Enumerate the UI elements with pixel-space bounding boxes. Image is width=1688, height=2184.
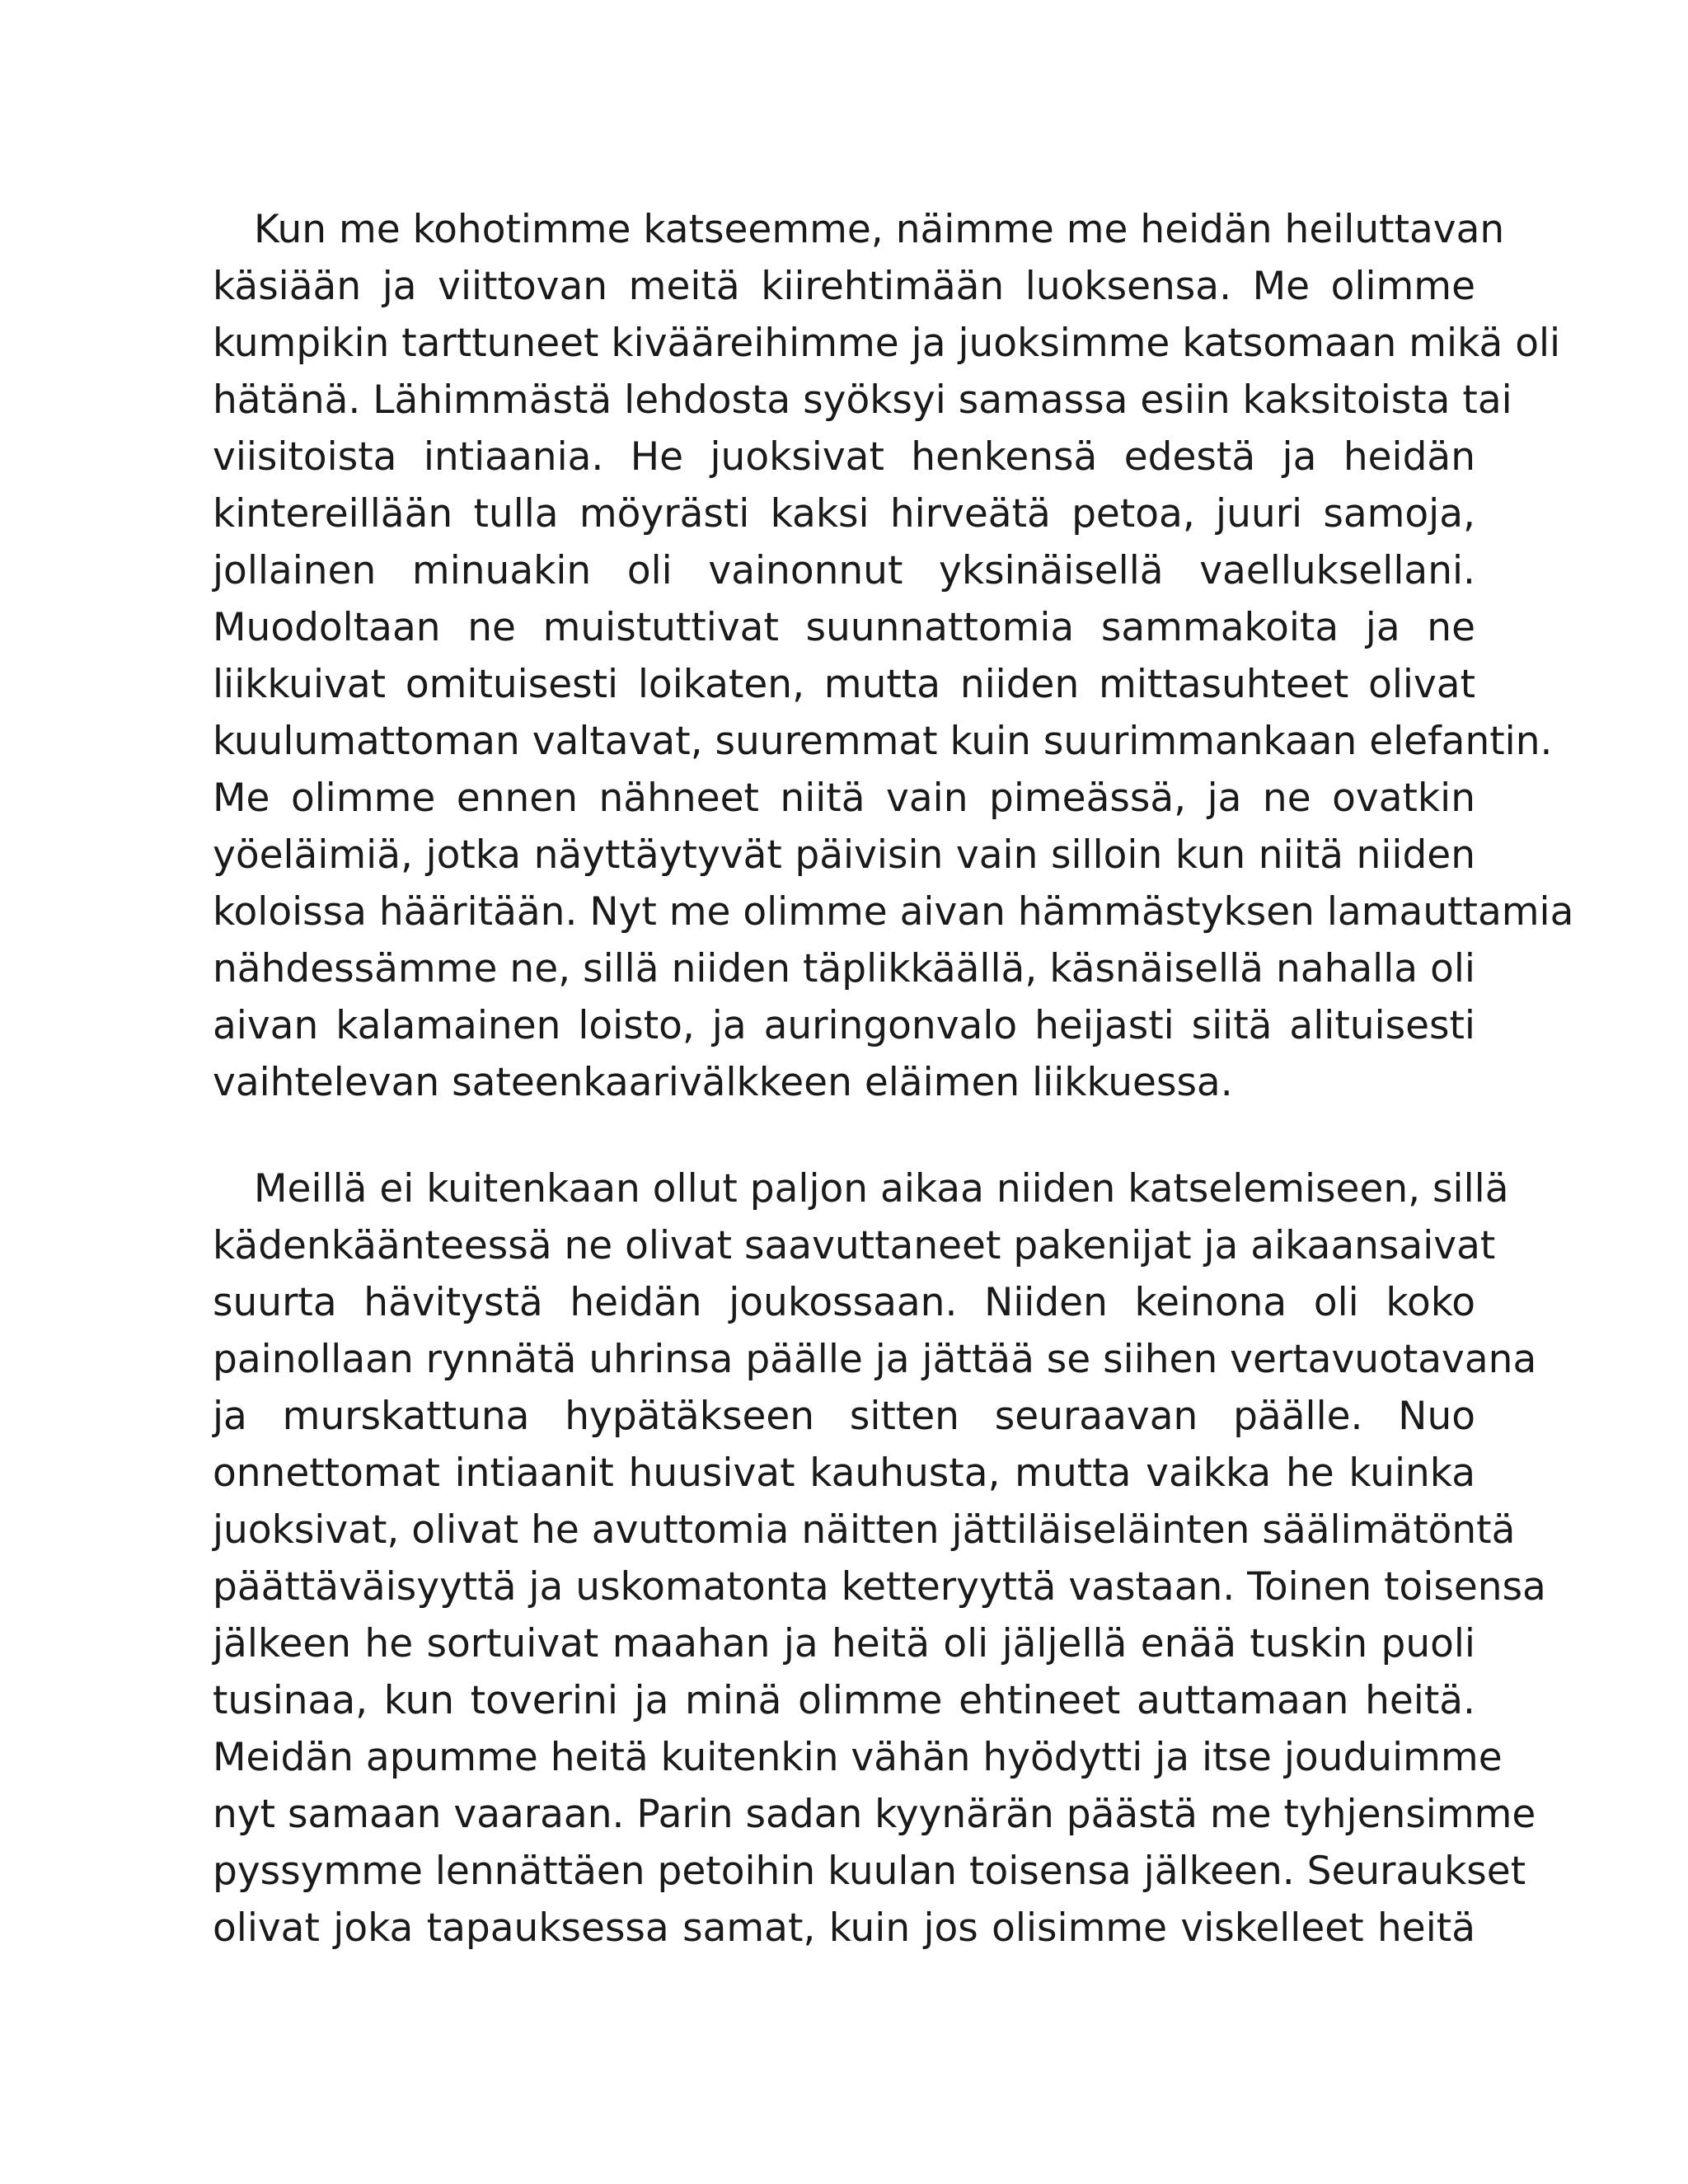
- paragraph-line: kädenkäänteessä ne olivat saavuttaneet pakenijat ja aikaansaivat: [213, 1223, 1496, 1268]
- paragraph-line: nyt samaan vaaraan. Parin sadan kyynärän päästä me tyhjensimme: [213, 1792, 1536, 1837]
- paragraph-line: jälkeen he sortuivat maahan ja heitä oli jäljellä enää tuskin puoli: [213, 1621, 1475, 1666]
- paragraph-line: kuulumattoman valtavat, suuremmat kuin suurimmankaan elefantin.: [213, 719, 1553, 764]
- paragraph-line: pyssymme lennättäen petoihin kuulan toisensa jälkeen. Seuraukset: [213, 1849, 1526, 1894]
- paragraph-line: hätänä. Lähimmästä lehdosta syöksyi samassa esiin kaksitoista tai: [213, 377, 1512, 423]
- paragraph-line: tusinaa, kun toverini ja minä olimme ehtineet auttamaan heitä.: [213, 1678, 1475, 1723]
- paragraph-1: [213, 201, 1574, 1111]
- paragraph-line: Me olimme ennen nähneet niitä vain pimeässä, ja ne ovatkin: [213, 776, 1475, 821]
- paragraph-2: [213, 1160, 1546, 1957]
- paragraph-line: yöeläimiä, jotka näyttäytyvät päivisin vain silloin kun niitä niiden: [213, 832, 1475, 878]
- paragraph-line: kumpikin tarttuneet kivääreihimme ja juoksimme katsomaan mikä oli: [213, 321, 1561, 366]
- paragraph-line: käsiään ja viittovan meitä kiirehtimään luoksensa. Me olimme: [213, 264, 1475, 309]
- paragraph-line: olivat joka tapauksessa samat, kuin jos olisimme viskelleet heitä: [213, 1905, 1475, 1951]
- paragraph-line: aivan kalamainen loisto, ja auringonvalo heijasti siitä alituisesti: [213, 1003, 1475, 1048]
- paragraph-line: ja murskattuna hypätäkseen sitten seuraavan päälle. Nuo: [213, 1394, 1475, 1439]
- paragraph-line: liikkuivat omituisesti loikaten, mutta niiden mittasuhteet olivat: [213, 662, 1475, 707]
- paragraph-line: kintereillään tulla möyrästi kaksi hirveätä petoa, juuri samoja,: [213, 491, 1475, 537]
- paragraph-line: suurta hävitystä heidän joukossaan. Niiden keinona oli koko: [213, 1280, 1475, 1325]
- paragraph-line: viisitoista intiaania. He juoksivat henkensä edestä ja heidän: [213, 434, 1475, 480]
- paragraph-line: onnettomat intiaanit huusivat kauhusta, mutta vaikka he kuinka: [213, 1451, 1475, 1496]
- paragraph-line: Kun me kohotimme katseemme, näimme me heidän heiluttavan: [254, 207, 1505, 252]
- paragraph-line: Meidän apumme heitä kuitenkin vähän hyödytti ja itse jouduimme: [213, 1735, 1503, 1780]
- paragraph-line: juoksivat, olivat he avuttomia näitten jättiläiseläinten säälimätöntä: [213, 1507, 1516, 1553]
- paragraph-line: painollaan rynnätä uhrinsa päälle ja jättää se siihen vertavuotavana: [213, 1337, 1537, 1382]
- paragraph-line: Meillä ei kuitenkaan ollut paljon aikaa niiden katselemiseen, sillä: [254, 1166, 1509, 1212]
- paragraph-line: jollainen minuakin oli vainonnut yksinäisellä vaelluksellani.: [213, 548, 1475, 593]
- paragraph-line: vaihtelevan sateenkaarivälkkeen eläimen liikkuessa.: [213, 1060, 1233, 1105]
- paragraph-line: nähdessämme ne, sillä niiden täplikkäällä, käsnäisellä nahalla oli: [213, 946, 1475, 991]
- paragraph-line: koloissa hääritään. Nyt me olimme aivan hämmästyksen lamauttamia: [213, 889, 1574, 935]
- paragraph-line: päättäväisyyttä ja uskomatonta ketteryyttä vastaan. Toinen toisensa: [213, 1564, 1546, 1610]
- paragraph-line: Muodoltaan ne muistuttivat suunnattomia sammakoita ja ne: [213, 605, 1475, 650]
